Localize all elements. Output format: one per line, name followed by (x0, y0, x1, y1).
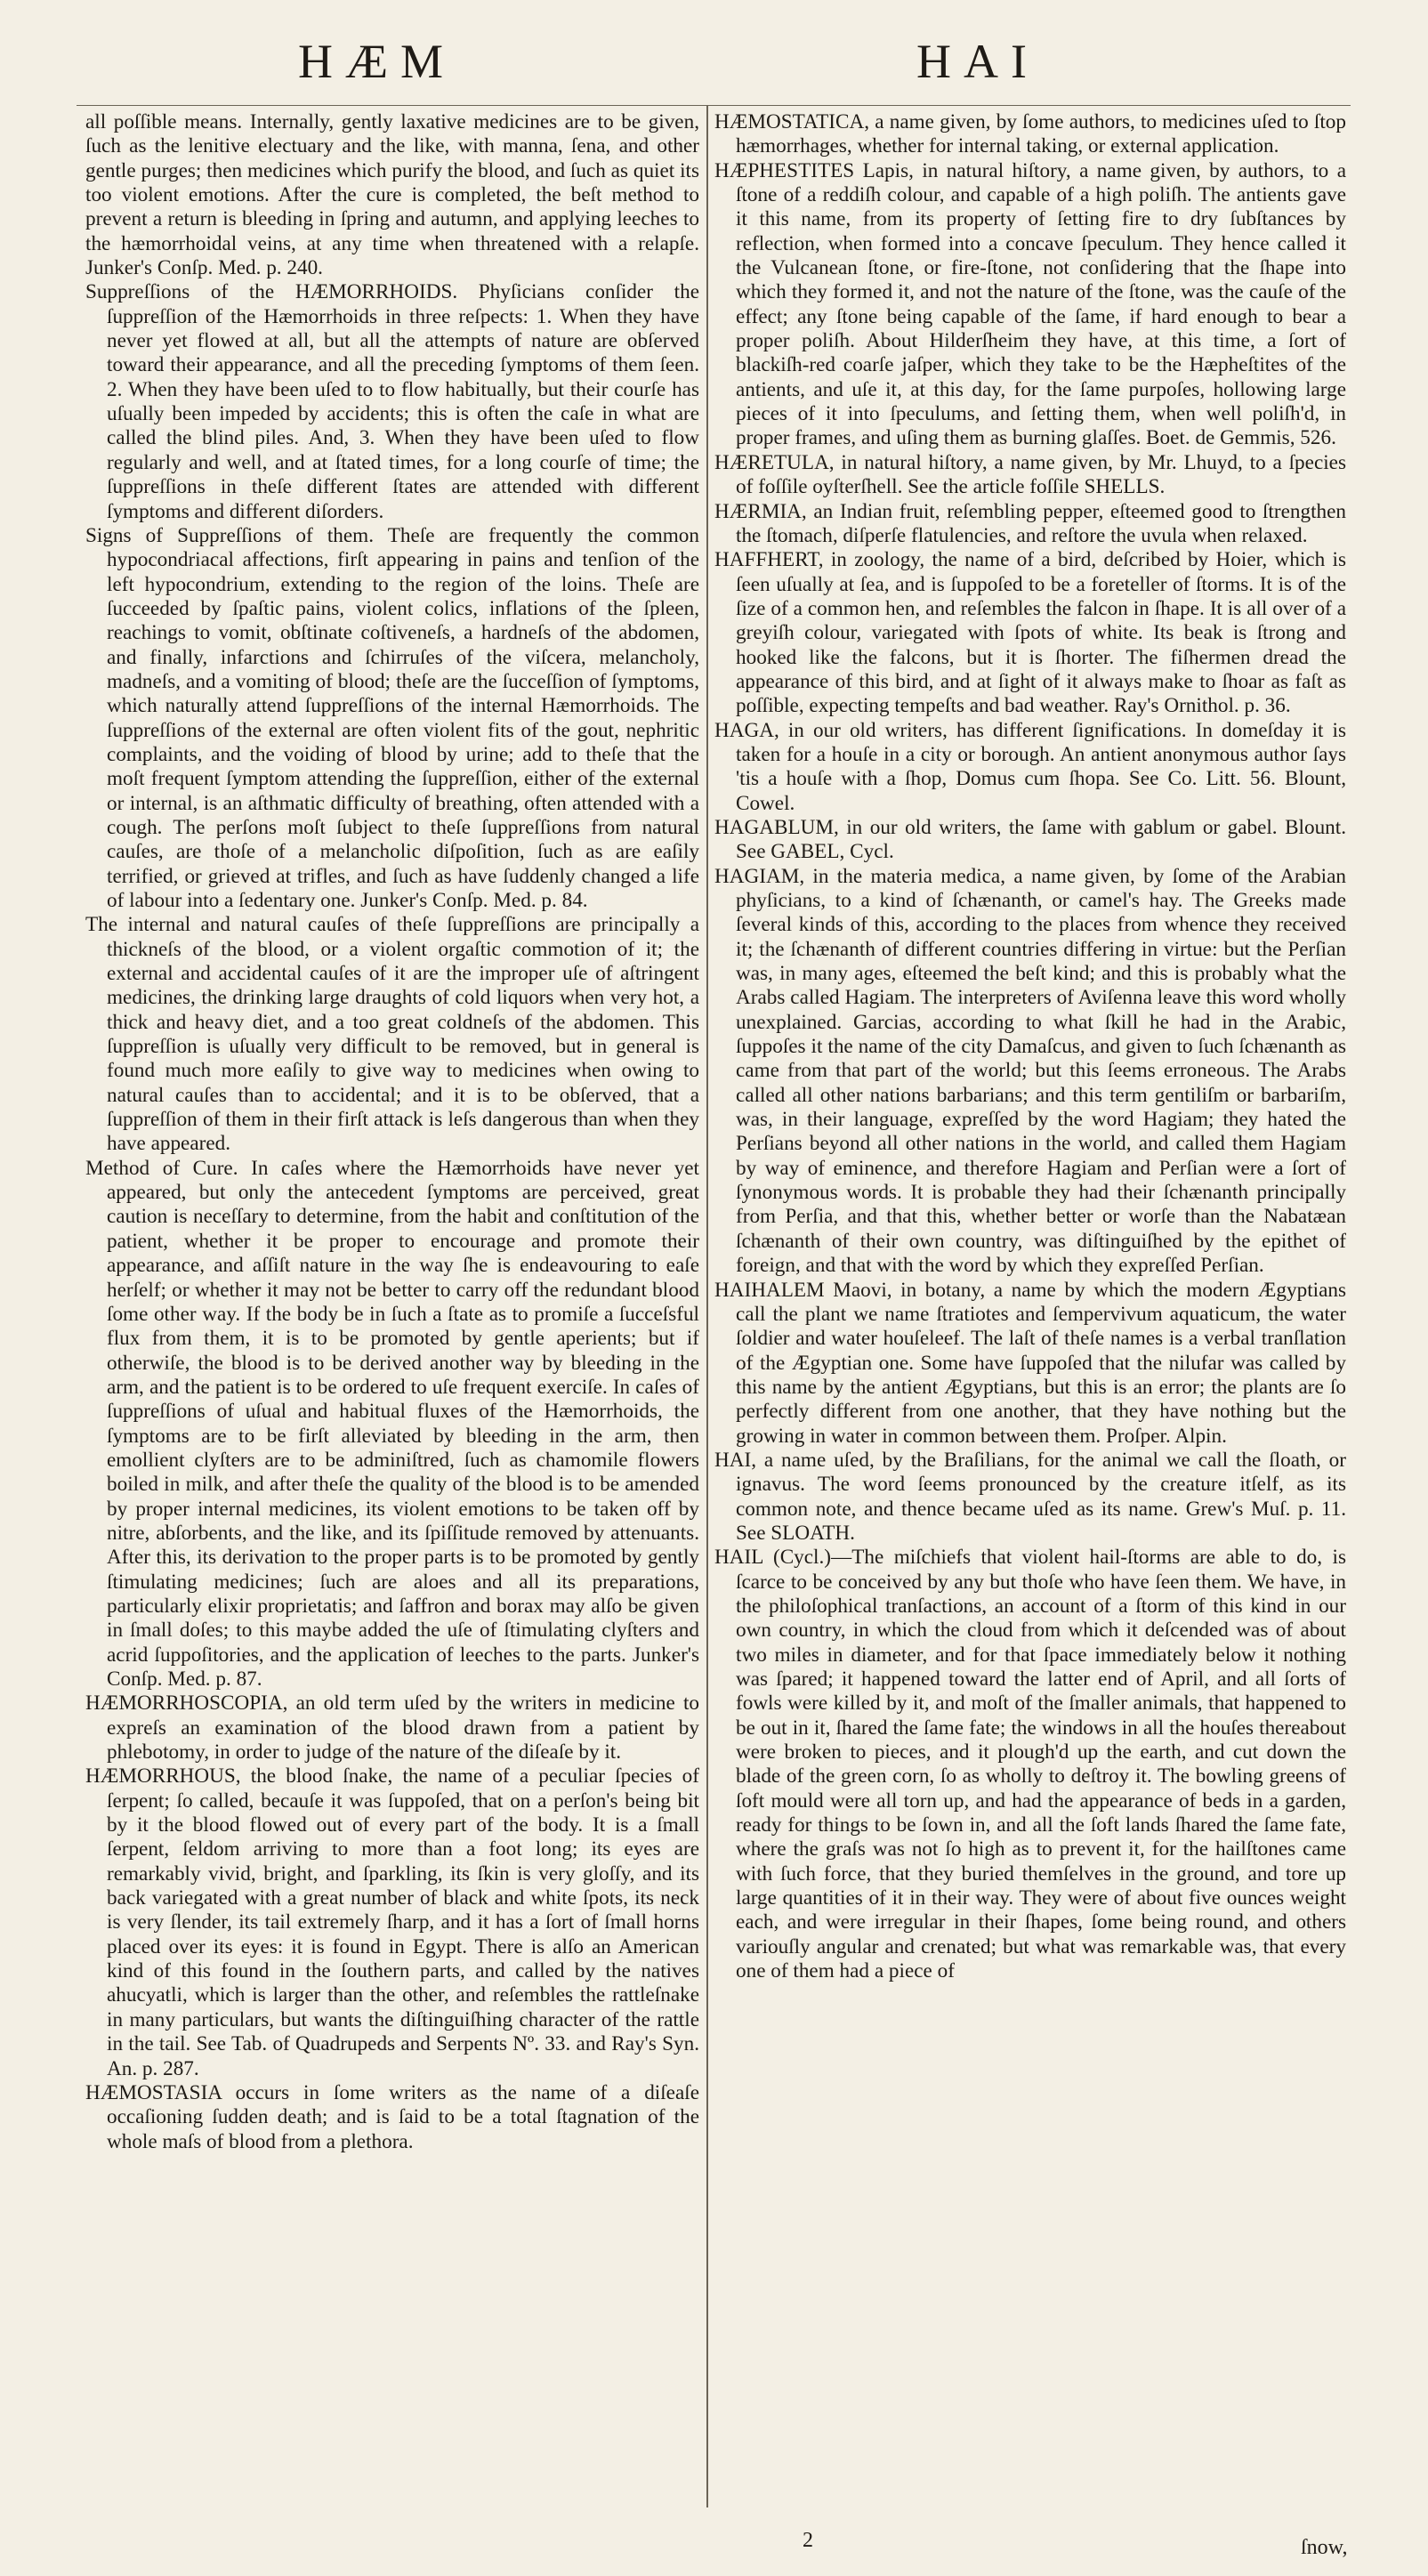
header-rule (77, 105, 1351, 106)
entry-method-of-cure: Method of Cure. In caſes where the Hæmorrhoids have never yet appeared, but only the antecedent ſymptoms are perceived, great caution is neceſſary to determine, from the habit and conſtitution of the patient, whether it be proper to encourage and promote their appearance, and aſſiſt nature in the way ſhe is endeavouring to eaſe herſelf; or whether it may not be better to carry off the redundant blood ſome other way. If the body be in ſuch a ſtate as to promiſe a ſucceſsful flux from them, it is to be promoted by gentle aperients; but if otherwiſe, the blood is to be derived another way by bleeding in the arm, and the patient is to be ordered to uſe frequent exerciſe. In caſes of ſuppreſſions of uſual and habitual fluxes of the Hæmorrhoids, the ſymptoms are to be firſt alleviated by bleeding in the arm, then emollient clyſters are to be adminiſtred, ſuch as chamomile flowers boiled in milk, and after theſe the quality of the blood is to be amended by proper internal medicines, its violent emotions to be taken off by nitre, abſorbents, and the like, and its ſpiſſitude removed by attenuants. After this, its derivation to the proper parts is to be promoted by gently ſtimulating medicines; ſuch are aloes and all its preparations, particularly elixir proprietatis; and ſaffron and borax may alſo be given in ſmall doſes; to this maybe added the uſe of ſtimulating clyſters and acrid ſuppoſitories, and the application of leeches to the parts. Junker's Conſp. Med. p. 87. (85, 1156, 699, 1691)
header-left-word: HÆM (298, 35, 456, 88)
entry-haemostatica: HÆMOSTATICA, a name given, by ſome authors, to medicines uſed to ſtop hæmorrhages, whether for internal taking, or external application. (714, 110, 1346, 158)
entry-haihalem: HAIHALEM Maovi, in botany, a name by which the modern Ægyptians call the plant we name ſtratiotes and ſempervivum aquaticum, the water ſoldier and water houſeleef. The laſt of theſe names is a verbal tranſlation of the Ægyptian one. Some have ſuppoſed that the nilufar was called by this name by the antient Ægyptians, but this is an error; the plants are ſo perfectly different from one another, that they have nothing but the growing in water in common between them. Proſper. Alpin. (714, 1278, 1346, 1448)
header-right-word: HAI (916, 35, 1039, 88)
entry-hail: HAIL (Cycl.)—The miſchiefs that violent hail-ſtorms are able to do, is ſcarce to be conceived by any but thoſe who have ſeen them. We have, in the philoſophical tranſactions, an account of a ſtorm of this kind in our own country, in which the cloud from which it deſcended was of about two miles in diameter, and for that ſpace immediately below it nothing was ſpared; it happened toward the latter end of April, and all ſorts of fowls were killed by it, and moſt of the ſmaller animals, that happened to be out in it, ſhared the ſame fate; the windows in all the houſes thereabout were broken to pieces, and it plough'd up the earth, and cut down the blade of the green corn, ſo as wholly to deſtroy it. The bowling greens of ſoft mould were all torn up, and had the appearance of beds in a garden, ready for things to be ſown in, and all the ſoft lands ſhared the ſame fate, where the graſs was not ſo high as to prevent it, for the hailſtones came with ſuch force, that they buried themſelves in the ground, and tore up large quantities of it in their way. They were of about five ounces weight each, and were irregular in their ſhapes, ſome being round, and others variouſly angular and crenated; but what was remarkable was, that every one of them had a piece of (714, 1546, 1346, 1983)
entry-haeretula: HÆRETULA, in natural hiſtory, a name given, by Mr. Lhuyd, to a ſpecies of foſſile oyſterſhell. See the article foſſile SHELLS. (714, 450, 1346, 499)
entry-hagablum: HAGABLUM, in our old writers, the ſame with gablum or gabel. Blount. See GABEL, Cycl. (714, 815, 1346, 864)
column-divider (706, 105, 708, 2507)
entry-haephestites: HÆPHESTITES Lapis, in natural hiſtory, a name given, by authors, to a ſtone of a reddiſh colour, and capable of a high poliſh. The antients gave it this name, from its property of ſetting fire to dry ſubſtances by reflection, when formed into a concave ſpeculum. They hence called it the Vulcanean ſtone, or fire-ſtone, not conſidering that the ſhape into which they formed it, and not the nature of the ſtone, was the cauſe of the effect; any ſtone being capable of the ſame, if hard enough to bear a proper poliſh. About Hilderſheim they have, at this time, a ſort of blackiſh-red coarſe jaſper, which they take to be the Hæpheſtites of the antients, and uſe it, at this day, for the ſame purpoſes, hollowing large pieces of it into ſpeculums, and ſetting them, when well poliſh'd, in proper frames, and uſing them as burning glaſſes. Boet. de Gemmis, 526. (714, 158, 1346, 450)
entry-internal-causes: The internal and natural cauſes of theſe ſuppreſſions are principally a thickneſs of the blood, or a violent orgaſtic commotion of it; the external and accidental cauſes of it are the improper uſe of aſtringent medicines, the drinking large draughts of cold liquors when very hot, a thick and heavy diet, and a too great coldneſs of the abdomen. This ſuppreſſion is uſually very difficult to be removed, but in general is found much more eaſily to give way to medicines when owing to natural cauſes than to accidental; and it is to be obſerved, that a ſuppreſſion of them in their firſt attack is leſs dangerous than when they have appeared. (85, 913, 699, 1156)
entry-hagiam: HAGIAM, in the materia medica, a name given, by ſome of the Arabian phyſicians, to a kind of ſchænanth, or camel's hay. The Greeks made ſeveral kinds of this, according to the places from whence they received it; the ſchænanth of different countries differing in virtue: but the Perſian was, in many ages, eſteemed the beſt kind; and this is probably what the Arabs called Hagiam. The interpreters of Aviſenna leave this word wholly unexplained. Garcias, according to what ſkill he had in the Arabic, ſuppoſes it the name of the city Damaſcus, and given to ſuch ſchænanth as came from that part of the world; but this ſeems erroneous. The Arabs called all other nations barbarians; and this term gentiliſm or barbariſm, was, in their language, expreſſed by the word Hagiam; they hated the Perſians beyond all other nations in the world, and called them Hagiam by way of eminence, and therefore Hagiam and Perſian were a ſort of ſynonymous words. It is probable they had their ſchænanth principally from Perſia, and that this, whether better or worſe than the Nabatæan ſchænanth of their own country, was diſtinguiſhed by the epithet of foreign, and that with the word by which they expreſſed Perſian. (714, 864, 1346, 1278)
catchword: ſnow, (1301, 2536, 1348, 2559)
entry-hai: HAI, a name uſed, by the Braſilians, for the animal we call the ſloath, or ignavus. The word ſeems pronounced by the creature itſelf, as its common note, and thence became uſed as its name. Grew's Muſ. p. 11. See SLOATH. (714, 1448, 1346, 1545)
entry-haemorrhous: HÆMORRHOUS, the blood ſnake, the name of a peculiar ſpecies of ſerpent; ſo called, becauſe it was ſuppoſed, that on a perſon's being bit by it the blood flowed out of every part of the body. It is a ſmall ſerpent, ſeldom arriving to more than a foot long; its eyes are remarkably vivid, bright, and ſparkling, its ſkin is very gloſſy, and its back variegated with a great number of black and white ſpots, its neck is very ſlender, its tail extremely ſharp, and it has a ſort of ſmall horns placed over its eyes: it is found in Egypt. There is alſo an American kind of this found in the ſouthern parts, and called by the natives ahucyatli, which is larger than the other, and reſembles the rattleſnake in many particulars, but wants the diſtinguiſhing character of the rattle in the tail. See Tab. of Quadrupeds and Serpents Nº. 33. and Ray's Syn. An. p. 287. (85, 1764, 699, 2080)
right-column (714, 110, 1346, 2504)
entry-haemorrhoscopia: HÆMORRHOSCOPIA, an old term uſed by the writers in medicine to expreſs an examination of the blood drawn from a patient by phlebotomy, in order to judge of the nature of the diſeaſe by it. (85, 1692, 699, 1764)
entry-haermia: HÆRMIA, an Indian fruit, reſembling pepper, eſteemed good to ſtrengthen the ſtomach, diſperſe flatulencies, and reſtore the uvula when relaxed. (714, 499, 1346, 547)
left-column (85, 110, 699, 2504)
page-number: 2 (803, 2529, 813, 2552)
running-header (0, 30, 1428, 93)
entry-haga: HAGA, in our old writers, has different ſignifications. In domeſday it is taken for a houſe in a city or borough. An antient anonymous author ſays 'tis a houſe with a ſhop, Domus cum ſhopa. See Co. Litt. 56. Blount, Cowel. (714, 718, 1346, 815)
entry-signs-of-suppressions: Signs of Suppreſſions of them. Theſe are frequently the common hypocondriacal affections, firſt appearing in pains and tenſion of the left hypocondrium, extending to the region of the loins. Theſe are ſucceeded by ſpaſtic pains, violent colics, inflations of the ſpleen, reachings to vomit, obſtinate coſtiveneſs, a hardneſs of the abdomen, and finally, infarctions and ſchirruſes of the viſcera, melancholy, madneſs, and a vomiting of blood; theſe are the ſucceſſion of ſymptoms, which naturally attend ſuppreſſions of the internal Hæmorrhoids. The ſuppreſſions of the external are often violent fits of the gout, nephritic complaints, and the voiding of blood by urine; add to theſe that the moſt frequent ſymptom attending the ſuppreſſion, either of the external or internal, is an aſthmatic difficulty of breathing, often attended with a cough. The perſons moſt ſubject to theſe ſuppreſſions from natural cauſes, are thoſe of a melancholic diſpoſition, ſuch as are eaſily terrified, or grieved at trifles, and ſuch as have ſuddenly changed a life of labour into a ſedentary one. Junker's Conſp. Med. p. 84. (85, 523, 699, 912)
entry-continuation: all poſſible means. Internally, gently laxative medicines are to be given, ſuch as the lenitive electuary and the like, with manna, ſena, and other gentle purges; then medicines which purify the blood, and ſuch as quiet its too violent emotions. After the cure is completed, the beſt method to prevent a return is bleeding in ſpring and autumn, and applying leeches to the hæmorrhoidal veins, at any time when threatened with a relapſe. Junker's Conſp. Med. p. 240. (85, 110, 699, 280)
entry-suppressions: Suppreſſions of the HÆMORRHOIDS. Phyſicians conſider the ſuppreſſion of the Hæmorrhoids in three reſpects: 1. When they have never yet flowed at all, but all the attempts of nature are obſerved toward their appearance, and all the preceding ſymptoms of them ſeen. 2. When they have been uſed to to flow habitually, but their courſe has uſually been impeded by accidents; this is often the caſe in what are called the blind piles. And, 3. When they have been uſed to flow regularly and well, and at ſtated times, for a long courſe of time; the ſuppreſſions in theſe different ſtates are attended with different ſymptoms and different diſorders. (85, 280, 699, 523)
entry-haffhert: HAFFHERT, in zoology, the name of a bird, deſcribed by Hoier, which is ſeen uſually at ſea, and is ſuppoſed to be a foreteller of ſtorms. It is of the ſize of a common hen, and reſembles the falcon in ſhape. It is all over of a greyiſh colour, variegated with ſpots of white. Its beak is ſtrong and hooked like the falcons, but it is ſhorter. The fiſhermen dread the appearance of this bird, and at ſight of it always make to ſhoar as faſt as poſſible, expecting tempeſts and bad weather. Ray's Ornithol. p. 36. (714, 548, 1346, 718)
entry-haemostasia: HÆMOSTASIA occurs in ſome writers as the name of a diſeaſe occaſioning ſudden death; and is ſaid to be a total ſtagnation of the whole maſs of blood from a plethora. (85, 2080, 699, 2153)
